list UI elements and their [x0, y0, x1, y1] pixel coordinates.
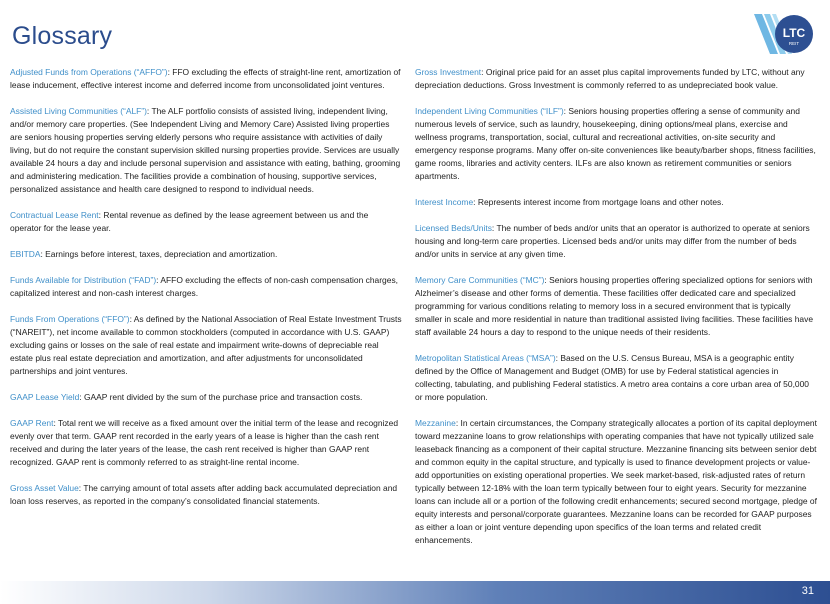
glossary-term: Mezzanine	[415, 418, 456, 428]
glossary-term: Funds From Operations (“FFO”)	[10, 314, 130, 324]
glossary-right-column	[415, 66, 817, 560]
glossary-entry-gross-asset-value	[10, 482, 402, 508]
logo-graphic	[748, 8, 818, 60]
glossary-term: Funds Available for Distribution (“FAD”)	[10, 275, 157, 285]
glossary-term: GAAP Rent	[10, 418, 54, 428]
glossary-entry-contractual-lease-rent	[10, 209, 402, 235]
glossary-term: EBITDA	[10, 249, 41, 259]
glossary-term: Gross Investment	[415, 67, 482, 77]
glossary-term: Contractual Lease Rent	[10, 210, 99, 220]
glossary-entry-ffo	[10, 313, 402, 378]
logo-text: LTC	[782, 26, 806, 40]
glossary-definition: : The ALF portfolio consists of assisted living, independent living, and/or memory care properties. (See Independent Living and Memory Care) Assisted living properties are seniors housing properties serving elderly persons who require assistance with activities of daily living, but do not require the constant supervision skilled nursing properties provide. Services are usually available 24 hours a day and include personal supervision and assistance with eating, bathing, grooming and administering medication. The facilities provide a combination of housing, supportive services, personalized assistance and health care designed to respond to individual needs.	[10, 106, 401, 194]
glossary-definition: : Based on the U.S. Census Bureau, MSA is a geographic entity defined by the Office of Management and Budget (OMB) for use by Federal statistical agencies in collecting, tabulating, and publishing Federal statistics. A metro area contains a core urban area of 50,000 or more population.	[415, 353, 809, 402]
glossary-definition: : Represents interest income from mortgage loans and other notes.	[473, 197, 724, 207]
logo-subtext: REIT	[788, 41, 800, 46]
footer-bar	[0, 581, 830, 604]
glossary-entry-interest-income	[415, 196, 817, 209]
glossary-entry-mezzanine	[415, 417, 817, 547]
glossary-term: Metropolitan Statistical Areas (“MSA”)	[415, 353, 556, 363]
glossary-term: Licensed Beds/Units	[415, 223, 492, 233]
glossary-definition: : The carrying amount of total assets after adding back accumulated depreciation and loan loss reserves, as reported in the company’s consolidated financial statements.	[10, 483, 398, 506]
glossary-definition: : AFFO excluding the effects of non-cash compensation charges, capitalized interest and non-cash interest charges.	[10, 275, 399, 298]
glossary-term: Independent Living Communities (“ILF”)	[415, 106, 564, 116]
glossary-definition: : The number of beds and/or units that an operator is authorized to operate at seniors housing and long-term care properties. Licensed beds and/or units may differ from the number of beds and/or units in service at any given time.	[415, 223, 810, 259]
ltc-reit-logo-icon	[748, 8, 818, 60]
glossary-entry-licensed-beds-units	[415, 222, 817, 261]
glossary-definition: : Original price paid for an asset plus capital improvements funded by LTC, without any depreciation deductions. Gross Investment is commonly referred to as undepreciated book value.	[415, 67, 805, 90]
glossary-left-column	[10, 66, 402, 521]
glossary-entry-affo	[10, 66, 402, 92]
glossary-entry-fad	[10, 274, 402, 300]
glossary-definition: : Earnings before interest, taxes, depreciation and amortization.	[40, 249, 278, 259]
glossary-term: Interest Income	[415, 197, 474, 207]
glossary-entry-msa	[415, 352, 817, 404]
glossary-definition: : GAAP rent divided by the sum of the purchase price and transaction costs.	[79, 392, 363, 402]
glossary-definition: : Seniors housing properties offering a sense of community and numerous levels of service, such as laundry, housekeeping, dining options/meal plans, exercise and wellness programs, transportation, social, cultural and recreational activities, on-site security and emergency response programs. Many offer on-site conveniences like beauty/barber shops, fitness facilities, game rooms, libraries and activity centers. ILFs are also known as retirement communities or seniors apartments.	[415, 106, 816, 181]
glossary-definition: : In certain circumstances, the Company strategically allocates a portion of its capital deployment toward mezzanine loans to grow relationships with operating companies that have not typically utilized sale leaseback financing as a component of their capital structure. Mezzanine financing sits between senior debt and common equity in the capital structure, and typically is used to finance development projects or value-add opportunities on existing operational properties. We seek market-based, risk-adjusted rates of return typically between 12-18% with the loan term typically between four to eight years. Security for mezzanine loans can include all or a portion of the following credit enhancements; secured second mortgage, pledge of equity interests and personal/corporate guarantees. Mezzanine loans can be recorded for GAAP purposes as either a loan or joint venture depending upon specifics of the loan terms and related credit enhancements.	[415, 418, 817, 545]
glossary-term: Adjusted Funds from Operations (“AFFO”)	[10, 67, 168, 77]
glossary-entry-gaap-lease-yield	[10, 391, 402, 404]
glossary-definition: : Seniors housing properties offering specialized options for seniors with Alzheimer’s disease and other forms of dementia. These facilities offer dedicated care and specialized programming for various conditions relating to memory loss in a secured environment that is typically smaller in scale and more residential in nature than traditional assisted living facilities. These facilities have staff available 24 hours a day to respond to the unique needs of their residents.	[415, 275, 814, 337]
page-title: Glossary	[12, 22, 113, 50]
page-number: 31	[801, 585, 814, 597]
glossary-definition: : Total rent we will receive as a fixed amount over the initial term of the lease and recognized evenly over that term. GAAP rent recorded in the early years of a lease is higher than the cash rent received and during the later years of the lease, the cash rent received is higher than GAAP rent recognized. GAAP rent is commonly referred to as straight-line rental income.	[10, 418, 399, 467]
glossary-term: Assisted Living Communities (“ALF”)	[10, 106, 147, 116]
glossary-entry-ilf	[415, 105, 817, 183]
glossary-definition: : FFO excluding the effects of straight-line rent, amortization of lease inducement, effective interest income and deferred income from unconsolidated joint ventures.	[10, 67, 401, 90]
glossary-entry-gross-investment	[415, 66, 817, 92]
glossary-term: Gross Asset Value	[10, 483, 79, 493]
glossary-term: GAAP Lease Yield	[10, 392, 80, 402]
glossary-entry-alf	[10, 105, 402, 196]
glossary-entry-gaap-rent	[10, 417, 402, 469]
glossary-term: Memory Care Communities (“MC”)	[415, 275, 545, 285]
glossary-entry-ebitda	[10, 248, 402, 261]
glossary-definition: : As defined by the National Association of Real Estate Investment Trusts (“NAREIT”), net income available to common stockholders (computed in accordance with U.S. GAAP) excluding gains or losses on the sale of real estate and impairment write-downs of depreciable real estate plus real estate depreciation and amortization, and after adjustments for unconsolidated partnerships and joint ventures.	[10, 314, 402, 376]
glossary-definition: : Rental revenue as defined by the lease agreement between us and the operator for the lease year.	[10, 210, 369, 233]
glossary-entry-mc	[415, 274, 817, 339]
